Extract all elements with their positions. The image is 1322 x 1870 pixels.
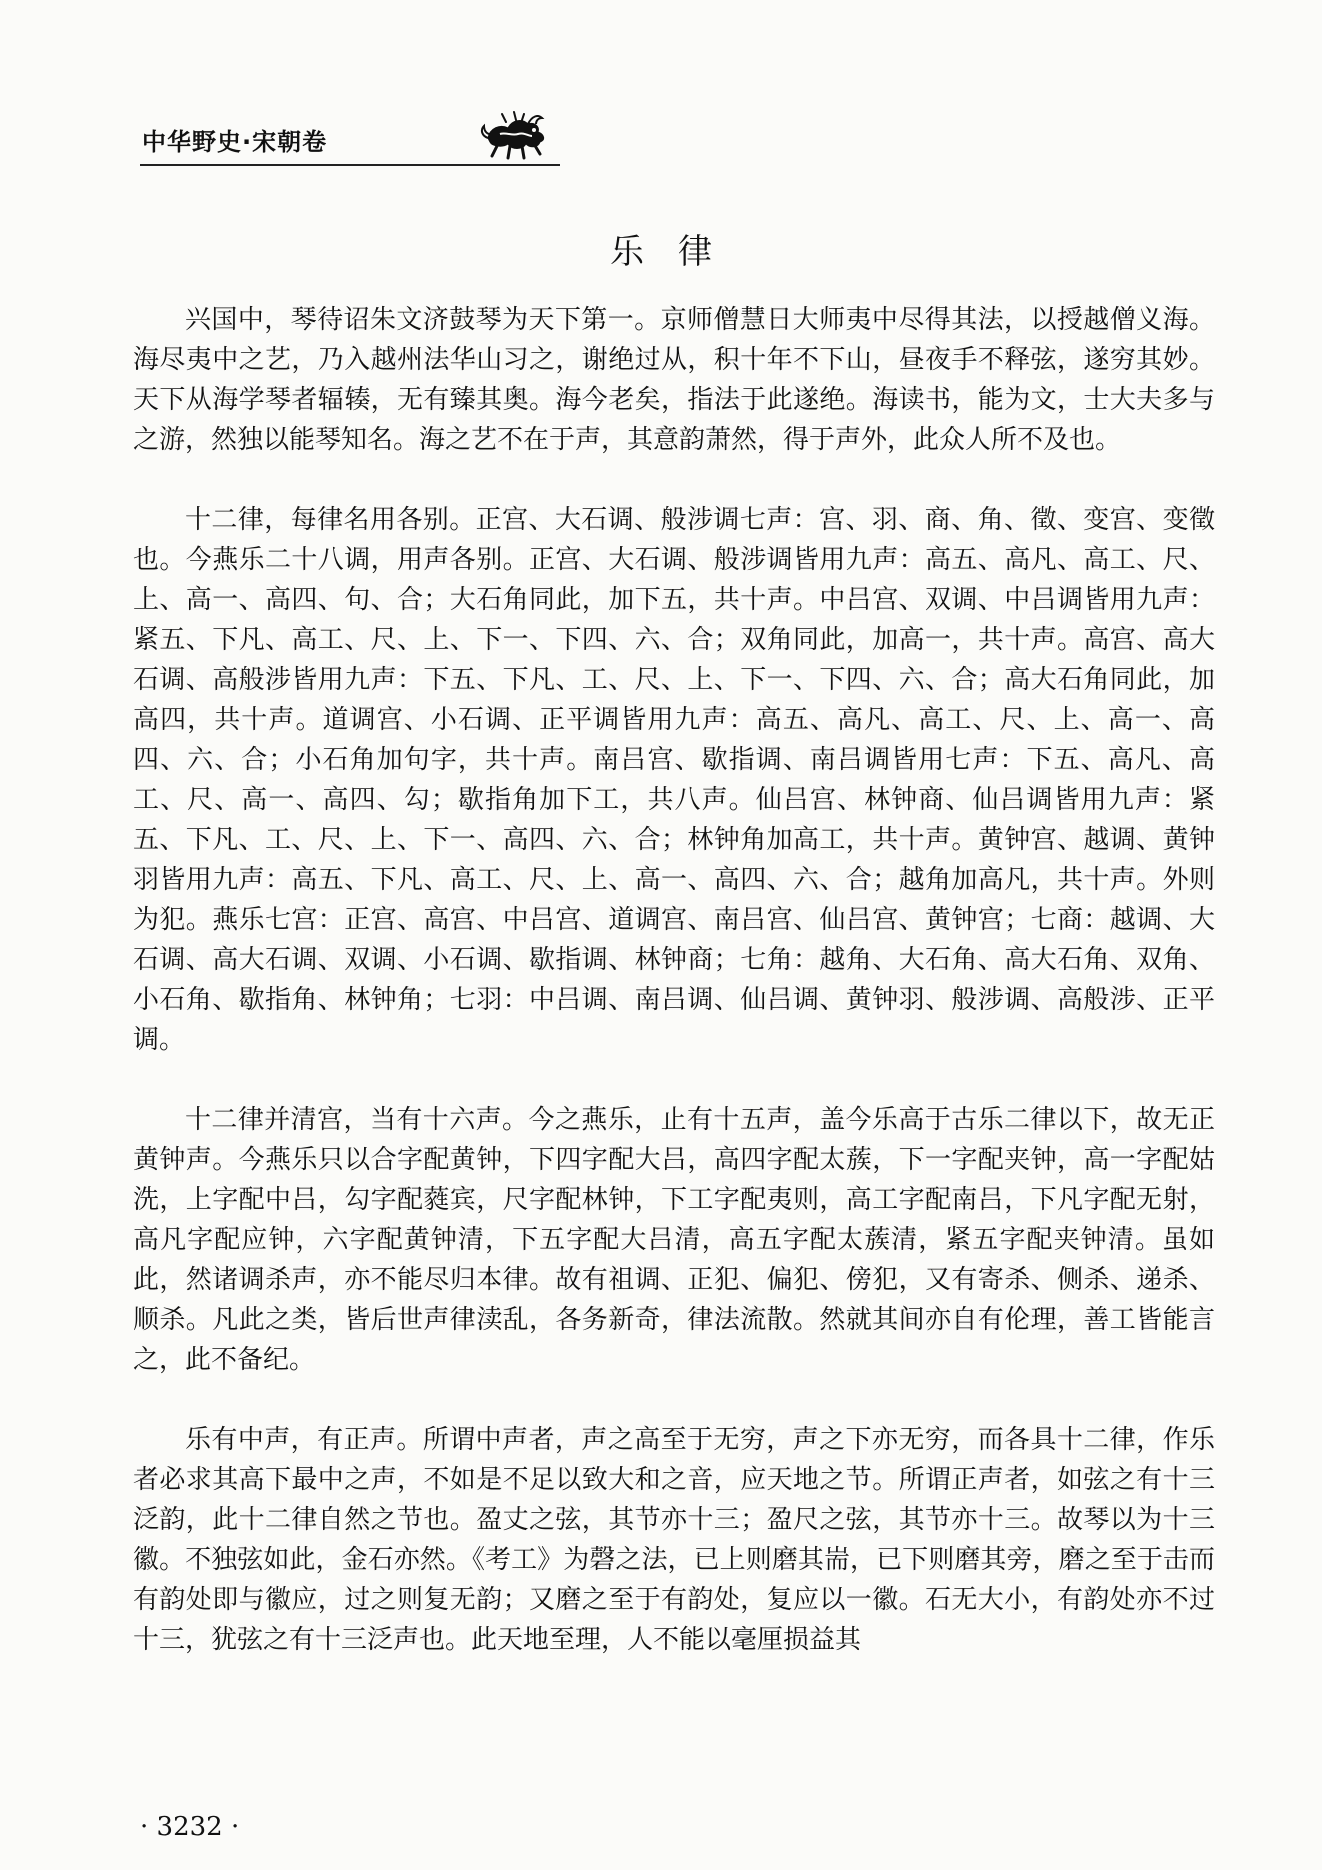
body-text [133,300,1215,1660]
paragraph-4: 乐有中声，有正声。所谓中声者，声之高至于无穷，声之下亦无穷，而各具十二律，作乐者必求其高下最中之声，不如是不足以致大和之音，应天地之节。所谓正声者，如弦之有十三泛韵，此十二律自然之节也。盈丈之弦，其节亦十三；盈尺之弦，其节亦十三。故琴以为十三徽。不独弦如此，金石亦然。《考工》为磬之法，已上则磨其耑，已下则磨其旁，磨之至于击而有韵处即与徽应，过之则复无韵；又磨之至于有韵处，复应以一徽。石无大小，有韵处亦不过十三，犹弦之有十三泛声也。此天地至理，人不能以毫厘损益其 [133,1425,1215,1655]
dragon-icon [478,108,550,160]
section-title: 乐律 [610,232,746,272]
page-number: · 3232 · [140,1812,240,1842]
header-divider [140,164,560,166]
paragraph-3: 十二律并清宫，当有十六声。今之燕乐，止有十五声，盖今乐高于古乐二律以下，故无正黄钟声。今燕乐只以合字配黄钟，下四字配大吕，高四字配太蔟，下一字配夹钟，高一字配姑洗，上字配中吕，勾字配蕤宾，尺字配林钟，下工字配夷则，高工字配南吕，下凡字配无射，高凡字配应钟，六字配黄钟清，下五字配大吕清，高五字配太蔟清，紧五字配夹钟清。虽如此，然诸调杀声，亦不能尽归本律。故有祖调、正犯、偏犯、傍犯，又有寄杀、侧杀、递杀、顺杀。凡此之类，皆后世声律渎乱，各务新奇，律法流散。然就其间亦自有伦理，善工皆能言之，此不备纪。 [133,1105,1215,1375]
paragraph-2: 十二律，每律名用各别。正宫、大石调、般涉调七声：宫、羽、商、角、徵、变宫、变徵也。今燕乐二十八调，用声各别。正宫、大石调、般涉调皆用九声：高五、高凡、高工、尺、上、高一、高四、句、合；大石角同此，加下五，共十声。中吕宫、双调、中吕调皆用九声：紧五、下凡、高工、尺、上、下一、下四、六、合；双角同此，加高一，共十声。高宫、高大石调、高般涉皆用九声：下五、下凡、工、尺、上、下一、下四、六、合；高大石角同此，加高四，共十声。道调宫、小石调、正平调皆用九声：高五、高凡、高工、尺、上、高一、高四、六、合；小石角加句字，共十声。南吕宫、歇指调、南吕调皆用七声：下五、高凡、高工、尺、高一、高四、勾；歇指角加下工，共八声。仙吕宫、林钟商、仙吕调皆用九声：紧五、下凡、工、尺、上、下一、高四、六、合；林钟角加高工，共十声。黄钟宫、越调、黄钟羽皆用九声：高五、下凡、高工、尺、上、高一、高四、六、合；越角加高凡，共十声。外则为犯。燕乐七宫：正宫、高宫、中吕宫、道调宫、南吕宫、仙吕宫、黄钟宫；七商：越调、大石调、高大石调、双调、小石调、歇指调、林钟商；七角：越角、大石角、高大石角、双角、小石角、歇指角、林钟角；七羽：中吕调、南吕调、仙吕调、黄钟羽、般涉调、高般涉、正平调。 [133,505,1215,1055]
book-title: 中华野史·宋朝卷 [142,128,328,156]
paragraph-1: 兴国中，琴待诏朱文济鼓琴为天下第一。京师僧慧日大师夷中尽得其法，以授越僧义海。海尽夷中之艺，乃入越州法华山习之，谢绝过从，积十年不下山，昼夜手不释弦，遂穷其妙。天下从海学琴者辐辏，无有臻其奥。海今老矣，指法于此遂绝。海读书，能为文，士大夫多与之游，然独以能琴知名。海之艺不在于声，其意韵萧然，得于声外，此众人所不及也。 [133,305,1215,455]
